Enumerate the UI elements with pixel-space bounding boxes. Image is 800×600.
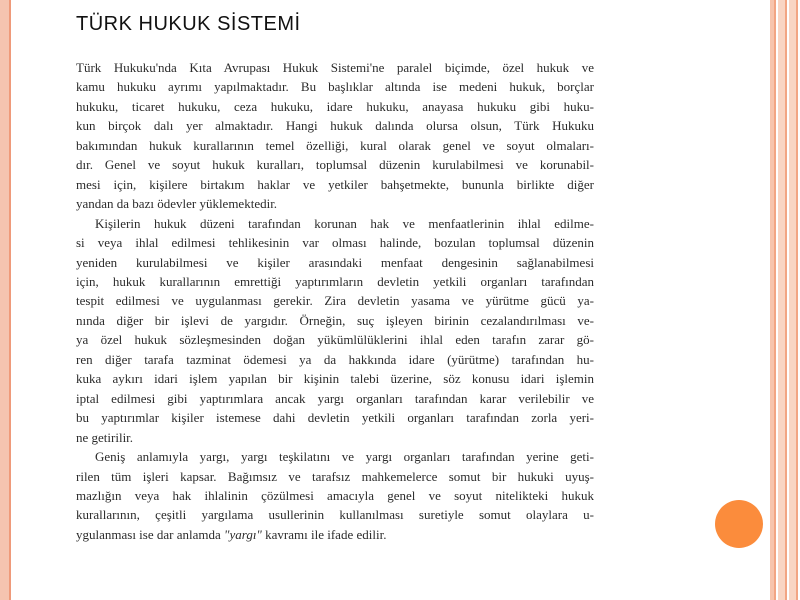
text-line: yeniden kurulabilmesi ve kişiler arasındaki menfaat dengesinin sağlanabilmesi <box>76 254 594 270</box>
stripe <box>778 0 785 600</box>
text-fragment: ygulanması ise dar anlamda <box>76 526 225 542</box>
text-line: mesi için, kişilere birtakım haklar ve yetkiler bahşetmekte, bununla birlikte diğer <box>76 176 594 192</box>
text-line: nında diğer bir işlevi de yargıdır. Örneğin, suç işleyen birinin cezalandırılması ve- <box>76 312 594 328</box>
text-line: yandan da bazı ödevler yüklemektedir. <box>76 196 278 212</box>
text-line: kurallarının, çeşitli yargılama usullerinin kullanılması suretiyle somut olaylara u- <box>76 507 594 523</box>
text-line: Geniş anlamıyla yargı, yargı teşkilatını ve yargı organları tarafından yerine geti- <box>95 449 594 465</box>
emphasis-yargi: "yargı" <box>224 526 262 542</box>
text-fragment: kavramı ile ifade edilir. <box>261 526 387 542</box>
text-line: kuka aykırı idari işlem yapılan bir kişinin talebi üzerine, söz konusu idari işlemin <box>76 371 594 387</box>
stripe <box>774 0 776 600</box>
body-text <box>76 58 594 544</box>
text-line: rilen tüm işleri kapsar. Bağımsız ve tarafsız mahkemelerce somut bir hukuki uyuş- <box>76 468 594 484</box>
text-line: mazlığın veya hak ihlalinin çözülmesi amacıyla genel ve soyut nitelikteki hukuk <box>76 487 594 503</box>
text-line: Kişilerin hukuk düzeni tarafından korunan hak ve menfaatlerinin ihlal edilme- <box>95 215 594 231</box>
stripe <box>796 0 798 600</box>
text-line: ya özel hukuk sözleşmesinden doğan yükümlülüklerini ihlal eden tarafın zarar gö- <box>76 332 594 348</box>
text-line: ne getirilir. <box>76 429 134 445</box>
text-line: si veya ihlal edilmesi tehlikesinin var olması halinde, bozulan toplumsal düzenin <box>76 235 594 251</box>
text-line: tespit edilmesi ve uygulanması gerekir. Zira devletin yasama ve yürütme gücü ya- <box>76 293 594 309</box>
text-line: kun birçok dalı yer almaktadır. Hangi hukuk dalında olursa olsun, Türk Hukuku <box>76 118 594 134</box>
text-line: Türk Hukuku'nda Kıta Avrupası Hukuk Sistemi'ne paralel biçimde, özel hukuk ve <box>76 60 594 75</box>
stripe <box>785 0 787 600</box>
slide-title: TÜRK HUKUK SİSTEMİ <box>76 13 301 35</box>
text-line: bakımından hukuk kurallarının temel özelliği, kural olarak genel ve soyut olmaları- <box>76 137 594 153</box>
text-line: için, hukuk kurallarının emrettiği yaptırımların devletin yetkili organları tarafından <box>76 273 594 289</box>
text-line: bu yaptırımlar kişiler istemese dahi devletin yetkili organları tarafından zorla yeri- <box>76 410 594 426</box>
right-decorative-stripes <box>770 0 800 600</box>
text-line-final <box>76 525 594 544</box>
left-border <box>0 0 9 600</box>
text-line: dır. Genel ve soyut hukuk kuralları, toplumsal düzenin kurulabilmesi ve korunabil- <box>76 157 594 173</box>
text-line: iptal edilmesi gibi yaptırımlara ancak yargı organları tarafından karar verilebilir ve <box>76 390 594 406</box>
decorative-circle-icon <box>715 500 763 548</box>
stripe <box>789 0 796 600</box>
text-line: ren diğer tarafa tazminat ödemesi ya da hakkında idare (yürütme) tarafından hu- <box>76 351 594 367</box>
text-line: kamu hukuku ayrımı yapılmaktadır. Bu başlıklar altında ise medeni hukuk, borçlar <box>76 79 594 95</box>
text-line: hukuku, ticaret hukuku, ceza hukuku, idare hukuku, anayasa hukuku gibi huku- <box>76 98 594 114</box>
left-border-line <box>9 0 11 600</box>
